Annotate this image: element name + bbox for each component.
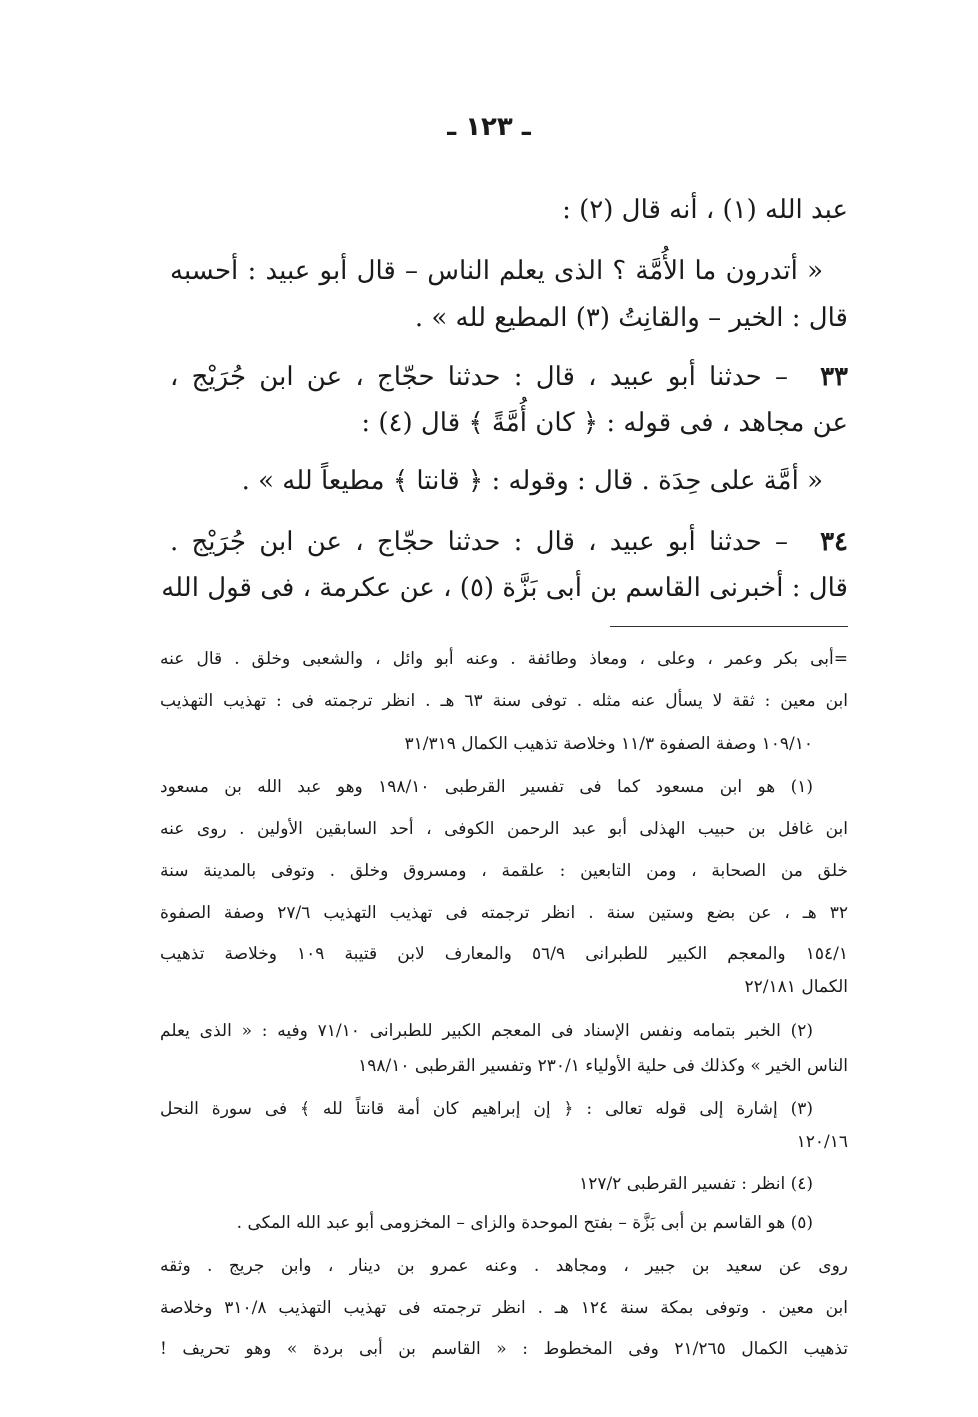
main-line-3: قال : الخير – والقانِتُ (٣) المطيع لله » . (414, 303, 848, 333)
footnote-cont-3: ١٠٩/١٠ وصفة الصفوة ١١/٣ وخلاصة تذهيب الكمال ٣١/٣١٩ (404, 734, 813, 754)
footnote-1-line-5: ١٥٤/١ والمعجم الكبير للطبرانى ٥٦/٩ والمعارف لابن قتيبة ١٠٩ وخلاصة تذهيب (160, 944, 848, 964)
footnote-5-line-2: روى عن سعيد بن جبير ، ومجاهد . وعنه عمرو بن دينار ، وابن جريج . وثقه (160, 1256, 848, 1276)
main-line-7: – حدثنا أبو عبيد ، قال : حدثنا حجّاج ، عن ابن جُرَيْج . (170, 527, 788, 557)
footnote-cont-1: =أبى بكر وعمر ، وعلى ، ومعاذ وطائفة . وعنه أبو وائل ، والشعبى وخلق . قال عنه (160, 649, 848, 669)
footnote-cont-2: ابن معين : ثقة لا يسأل عنه مثله . توفى سنة ٦٣ هـ . انظر ترجمته فى : تهذيب التهذيب (160, 691, 848, 711)
footnote-5-line-1: (٥) هو القاسم بن أبى بَزَّة – بفتح الموحدة والزاى – المخزومى أبو عبد الله المكى . (236, 1213, 813, 1233)
main-line-6: « أمَّة على حِدَة . قال : وقوله : ﴿ قانتا ﴾ مطيعاً لله » . (241, 466, 823, 496)
main-line-8: قال : أخبرنى القاسم بن أبى بَزَّة (٥) ، عن عكرمة ، فى قول الله (161, 573, 848, 603)
main-line-4: – حدثنا أبو عبيد ، قال : حدثنا حجّاج ، عن ابن جُرَيْج ، (170, 362, 788, 392)
footnote-2-line-2: الناس الخير » وكذلك فى حلية الأولياء ٢٣٠/١ وتفسير القرطبى ١٩٨/١٠ (358, 1056, 848, 1076)
main-line-5: عن مجاهد ، فى قوله : ﴿ كان أُمَّةً ﴾ قال (٤) : (361, 408, 848, 438)
footnote-1-line-2: ابن غافل بن حبيب الهذلى أبو عبد الرحمن الكوفى ، أحد السابقين الأولين . روى عنه (160, 819, 848, 839)
page-number: ـ ١٢٣ ـ (447, 112, 531, 142)
footnote-1-line-1: (١) هو ابن مسعود كما فى تفسير القرطبى ١٩٨/١٠ وهو عبد الله بن مسعود (160, 777, 813, 797)
footnote-4: (٤) انظر : تفسير القرطبى ١٢٧/٢ (579, 1174, 813, 1194)
main-line-2: « أتدرون ما الأُمَّة ؟ الذى يعلم الناس – قال أبو عبيد : أحسبه (170, 256, 823, 286)
hadith-number-33-text: ٣٣ (820, 362, 848, 392)
footnote-1-line-3: خلق من الصحابة ، ومن التابعين : علقمة ، ومسروق وخلق . وتوفى بالمدينة سنة (160, 861, 848, 881)
footnote-1-line-4: ٣٢ هـ ، عن بضع وستين سنة . انظر ترجمته فى تهذيب التهذيب ٢٧/٦ وصفة الصفوة (160, 903, 849, 923)
footnote-5-line-3: ابن معين . وتوفى بمكة سنة ١٢٤ هـ . انظر ترجمته فى تهذيب التهذيب ٣١٠/٨ وخلاصة (160, 1298, 849, 1318)
footnote-separator (610, 626, 848, 627)
main-line-1: عبد الله (١) ، أنه قال (٢) : (562, 195, 848, 225)
hadith-number-33 (796, 362, 848, 392)
footnote-3-line-2: ١٢٠/١٦ (796, 1132, 848, 1152)
footnote-3-line-1: (٣) إشارة إلى قوله تعالى : ﴿ إن إبراهيم كان أمة قانتاً لله ﴾ فى سورة النحل (160, 1099, 813, 1119)
hadith-number-34-text: ٣٤ (820, 527, 848, 557)
footnote-1-line-6: الكمال ٢٢/١٨١ (744, 977, 848, 997)
hadith-number-34 (796, 527, 848, 557)
footnote-2-line-1: (٢) الخبر بتمامه ونفس الإسناد فى المعجم الكبير للطبرانى ٧١/١٠ وفيه : « الذى يعلم (160, 1021, 813, 1041)
footnote-5-line-4: تذهيب الكمال ٢١/٢٦٥ وفى المخطوط : « القاسم بن أبى بردة » وهو تحريف ! (160, 1339, 848, 1359)
